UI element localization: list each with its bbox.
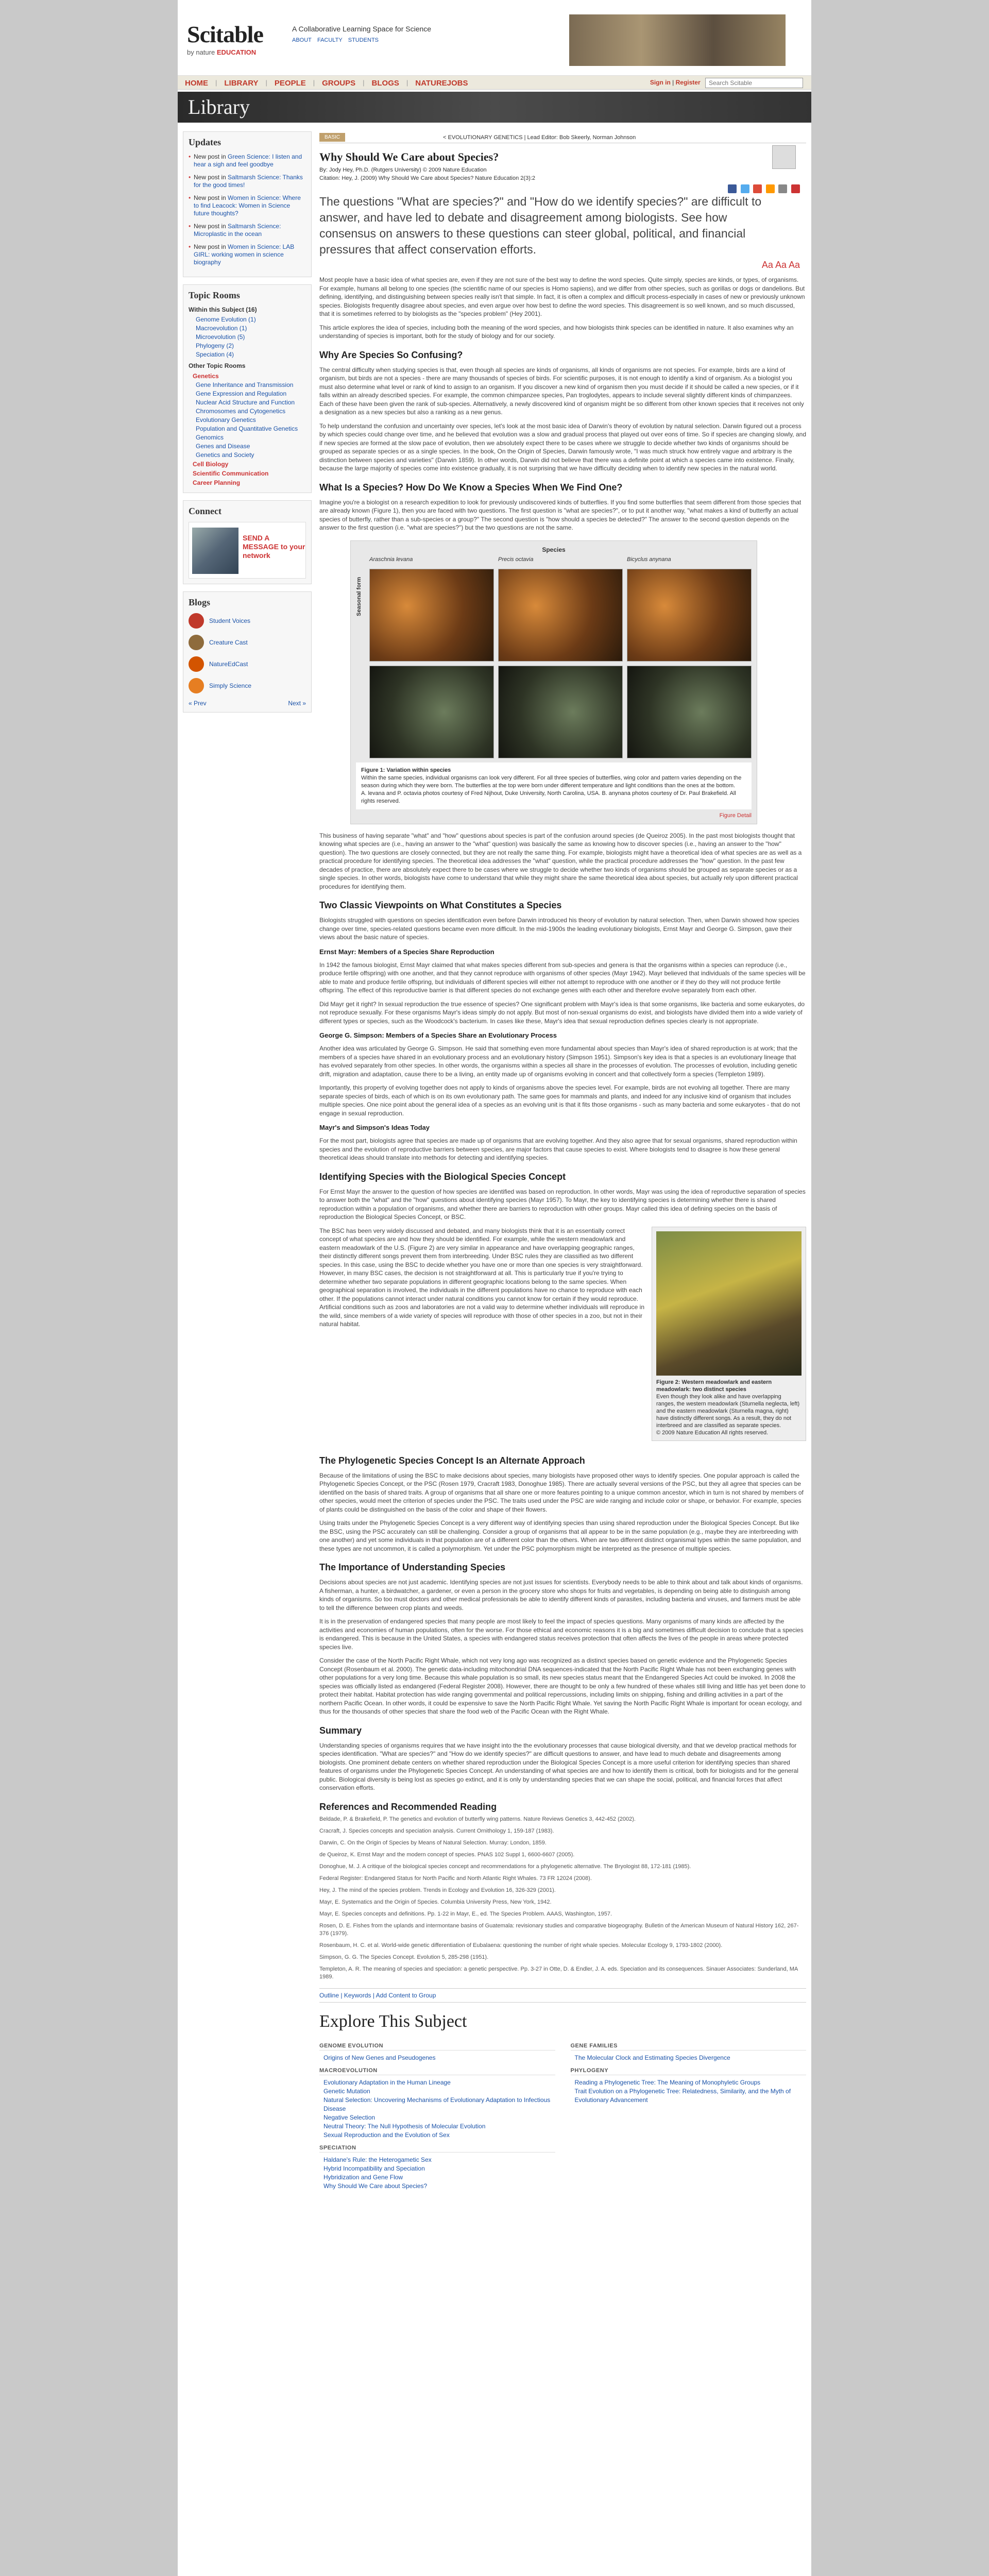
paragraph: For Ernst Mayr the answer to the question of how species are identified was based on reproduction. In other words, Mayr was using the idea of reproductive separation of species to answer both the "what" and the "how" questions about identifying species (Mayr 1957). To Mayr, the key to identifying species is determining whether there is shared reproduction within a population of organisms, and whether there are barriers to reproduction with other groups. Mayr called this idea of defining species on the basis of reproduction the Biological Species Concept, or BSC. — [319, 1188, 806, 1221]
paragraph: Biologists struggled with questions on species identification even before Darwin introduced his theory of evolution by natural selection. Then, when Darwin showed how species change over time, species-related questions became even more difficult. In the mid-1900s the leading evolutionary biologists, Ernst Mayr and George G. Simpson, gave their views about the basic nature of species. — [319, 917, 799, 941]
tagline: A Collaborative Learning Space for Science — [292, 25, 432, 33]
reference-item: Beldade, P. & Brakefield, P. The genetics and evolution of butterfly wing patterns. Nature Reviews Genetics 3, 442-452 (2002). — [319, 1816, 636, 1822]
butterfly-photo — [627, 666, 752, 758]
seasonal-form-label: Seasonal form — [356, 577, 362, 616]
reference-item: Rosen, D. E. Fishes from the uplands and intermontane basins of Guatemala: revisionary studies and comparative biogeography. Bulletin of the American Museum of Natural History 162, 267-376 (1979). — [319, 1922, 799, 1937]
paragraph: In 1942 the famous biologist, Ernst Mayr claimed that what makes species different from sub-species and genera is that the organisms within a species can reproduce (i.e., produce fertile offspring) with one another, and that they cannot reproduce with organisms of other species (Mayr 1942). Mayr believed that individuals of the same species will be able to mate and produce fertile offspring, but individuals of different species will either not attempt to reproduce with one another or if they do they will not produce fertile offspring. The effect of this reproductive barrier is that different species do not exchange genes with each other and therefore evolve separately from each other. — [319, 961, 806, 994]
paragraph: This business of having separate "what" and "how" questions about species is part of the confusion around species (de Queiroz 2005). In the past most biologists thought that knowing what species are (i.e., having an answer to the "what" question) was basically the same as knowing how to discover species (i.e., having an answer to the "how" question). The two questions are closely connected, but they are not really the same thing. For example, biologists might have a theoretical idea of what species are as well as a practical procedure for identifying species. The theoretical idea addresses the "what" question, while the practical procedure addresses the "how" question. In the past few decades of practice, there are absolutely expect there to be cases where we struggle to decide whether two kinds of organisms should be grouped as separate species or as a single species. In other words, biologists have come to understand that while they might share the same theoretical idea about species, but actually rely upon different practical procedures for identifying them. — [319, 832, 802, 890]
topic-item[interactable]: Speciation (4) — [196, 351, 234, 358]
explore-link[interactable]: Why Should We Care about Species? — [323, 2182, 428, 2190]
explore-link[interactable]: The Molecular Clock and Estimating Species Divergence — [574, 2054, 730, 2061]
header-links — [292, 37, 383, 43]
paragraph: The BSC has been very widely discussed and debated, and many biologists think that it is an essentially correct concept of what species are and how they should be identified. For example, while the western meadowlark and eastern meadowlark of the U.S. (Figure 2) are very similar in appearance and have overlapping geographic ranges, their distinctly different songs prevent them from interbreeding. Under BSC rules they are classified as two different species. In this case, using the BSC to decide whether you have one or more than one species is very straightforward. However, in many BSC cases, the decision is not straightforward at all. This is particularly true if you're trying to determine whether two separate populations in different geographic locations belong to the same species. When geographical separation is involved, the individuals in the different populations have no chance to reproduce with each other. If the populations cannot interact under natural conditions you cannot know for certain if they would reproduce. Artificial conditions such as zoos and laboratories are not a valid way to determine whether individuals will reproduce in the wild, since members of a wide variety of species will reproduce with those of other species in a zoo, but not in their natural habitat. — [319, 1227, 644, 1328]
butterfly-photo — [498, 666, 623, 758]
sign-in-link[interactable]: Sign in — [650, 79, 671, 87]
explore-link[interactable]: Natural Selection: Uncovering Mechanisms of Evolutionary Adaptation to Infectious Disease — [323, 2096, 551, 2112]
updates-box — [183, 131, 312, 277]
explore-heading: SPECIATION — [319, 2145, 555, 2153]
species-name: Araschnia levana — [369, 556, 413, 563]
figure-1-grid — [356, 556, 752, 758]
paragraph: The central difficulty when studying species is that, even though all species are kinds of organisms, all kinds of organisms are not species. For example, birds are a kind of organism, but birds are not a species - there are many thousands of species of birds. For scientific purposes, it is not enough to identify a kind of organism. As a biologist you must also determine what level or rank of kind to assign to an organism. If you discover a new kind of organism then you must decide if it should be called a new species, or if it falls within an already described species. For example, the common chimpanzee species, Pan troglodytes, appears to include several slightly different kinds of chimpanzees. Each of these have been given the rank of sub-species. Alternatively, a newly discovered kind of organism might be so different from other known species that it receives not only a designation as a new species but also a ranking as a new genus. — [319, 366, 804, 416]
section-heading: What Is a Species? How Do We Know a Species When We Find One? — [319, 482, 623, 493]
paragraph: Understanding species of organisms requires that we have insight into the the evolutionary processes that cause biological diversity, and that we develop practical methods for species identification. "What are species?" and "How do we identify species?" are difficult questions to answer, and have lead to much debate and disagreements among biologists. One prominent debate centers on whether shared reproduction under the Biological Species Concept is a more useful criterion for identifying species than shared features of organisms under the Phylogenetic Species Concept. An understanding of what species are and how to identify them is critical, both for biologists and for the general public. Biological diversity is being lost as species go extinct, and it is only by understanding species that we can shape the social, political, and financial forces that affect conservation efforts. — [319, 1741, 798, 1791]
header-link-students[interactable]: STUDENTS — [348, 37, 379, 43]
paragraph: This article explores the idea of species, including both the meaning of the word species, and how biologists think species can be identified in nature. It also examines why an understanding of species is important, both for the study of biology and for our society. — [319, 324, 794, 340]
connect-message: SEND A MESSAGE to your network — [243, 534, 305, 560]
topic-rooms-title: Topic Rooms — [189, 290, 240, 300]
topic-item[interactable]: Genetics and Society — [196, 451, 254, 459]
explore-link[interactable]: Sexual Reproduction and the Evolution of Sex — [323, 2131, 450, 2139]
topic-item[interactable]: Chromosomes and Cytogenetics — [196, 408, 286, 415]
explore-link[interactable]: Trait Evolution on a Phylogenetic Tree: Relatedness, Similarity, and the Myth of Evolutionary Advancement — [574, 2087, 791, 2104]
article-tools: Outline | Keywords | Add Content to Group — [319, 1988, 806, 2003]
logo-subtitle: by nature EDUCATION — [187, 48, 257, 56]
section-heading: Identifying Species with the Biological Species Concept — [319, 1171, 566, 1182]
paragraph: Importantly, this property of evolving together does not apply to kinds of organisms above the species level. For example, birds are not evolving all together. There are many separate species of birds, each of which is on its own evolutionary path. The same goes for mammals and plants, and indeed for any inclusive kind of organism that includes multiple species. One nice point about the general idea of a species as an evolving unit is that it fits those organisms - such as many bacteria and some eukaryotes - that do not engage in sexual reproduction. — [319, 1084, 800, 1117]
explore-link[interactable]: Origins of New Genes and Pseudogenes — [323, 2054, 436, 2061]
header-image — [569, 14, 786, 66]
library-banner — [178, 92, 811, 123]
topic-item[interactable]: Gene Inheritance and Transmission — [196, 381, 294, 388]
explore-link[interactable]: Neutral Theory: The Null Hypothesis of Molecular Evolution — [323, 2122, 486, 2130]
update-item[interactable]: • New post in Green Science: I listen and hear a sigh and feel goodbye — [189, 153, 306, 168]
paragraph: Imagine you're a biologist on a research expedition to look for previously undiscovered kinds of butterflies. If you find some butterflies that seem different from those species that are already known (Figure 1), then you are faced with two questions. The first question is "what are species?", or to put it another way, "what makes a kind of butterfly an actual species of butterfly, rather than a sub-species or a group?" The second question is "how should a species be detected?" The answer to the second question depends on the answer to the first question (i.e. "what are species?") but the two questions are not the same. — [319, 498, 802, 531]
explore-heading: GENE FAMILIES — [571, 2043, 807, 2050]
section-heading: The Phylogenetic Species Concept Is an Alternate Approach — [319, 1455, 585, 1466]
font-size-controls[interactable]: Aa Aa Aa — [761, 260, 800, 270]
nav-blogs[interactable]: BLOGS — [371, 79, 399, 88]
paragraph: To help understand the confusion and uncertainty over species, let's look at the most basic idea of Darwin's theory of evolution by natural selection. Darwin figured out a process by which species could change over time, and he believed that evolution was a slow and gradual process that played out over eons of time. So if species are changing slowly, and if new species are formed at the slow pace of evolution, then we absolutely expect there to be cases where we struggle to decide whether two kinds of organisms should be grouped as separate species or as a single species. In the book, On the Origin of Species, Darwin famously wrote, "I was much struck how entirely vague and arbitrary is the distinction between species and varieties" (Darwin 1859). In other words, Darwin did not believe that there was a definite point at which a species came into existence. Finally, because the large majority of species come into existence gradually, it is not surprising that we have difficulty deciding when to identify new species in the natural world. — [319, 422, 806, 472]
explore-heading: PHYLOGENY — [571, 2067, 807, 2075]
blog-item[interactable]: NatureEdCast — [189, 656, 306, 672]
explore-col-right — [571, 2038, 807, 2191]
explore-link[interactable]: Evolutionary Adaptation in the Human Lineage — [323, 2078, 451, 2086]
topic-item[interactable]: Genes and Disease — [196, 443, 250, 450]
other-topics-heading: Other Topic Rooms — [189, 362, 246, 369]
nav-groups[interactable]: GROUPS — [322, 79, 356, 88]
butterfly-photo — [369, 569, 494, 662]
explore-heading: MACROEVOLUTION — [319, 2067, 555, 2075]
breadcrumb — [319, 133, 806, 143]
blogs-pager — [189, 700, 306, 707]
prev-link[interactable]: « Prev — [189, 700, 207, 707]
explore-link[interactable]: Hybrid Incompatibility and Speciation — [323, 2164, 425, 2172]
main-nav: HOME | LIBRARY | PEOPLE | GROUPS | BLOGS | NATUREJOBS Sign in | Register Search Scitable — [178, 75, 811, 90]
author-avatar — [772, 145, 796, 169]
explore-link[interactable]: Negative Selection — [323, 2113, 376, 2121]
register-link[interactable]: Register — [675, 79, 701, 87]
add-to-group-link[interactable]: Add Content to Group — [376, 1991, 436, 1999]
topic-item[interactable]: Population and Quantitative Genetics — [196, 425, 298, 432]
section-heading: Why Are Species So Confusing? — [319, 349, 463, 360]
blogs-box — [183, 591, 312, 713]
article-main — [319, 133, 806, 2191]
section-heading: The Importance of Understanding Species — [319, 1562, 506, 1572]
paragraph: For the most part, biologists agree that species are made up of organisms that are evolving together. And they also agree that for sexual organisms, shared reproduction within species and the evolution of reproductive barriers between species, are major factors that cause species to exist. Where biologists tend to disagree is how these general theoretical ideas should translate into methods for detecting and identifying species. — [319, 1137, 797, 1161]
explore-col-left — [319, 2038, 555, 2191]
explore-link[interactable]: Hybridization and Gene Flow — [323, 2173, 403, 2181]
nav-people[interactable]: PEOPLE — [274, 79, 306, 88]
section-heading: Summary — [319, 1725, 362, 1736]
paragraph: Because of the limitations of using the BSC to make decisions about species, many biologists have proposed other ways to identify species. One popular approach is called the Phylogenetic Species Concept, or the PSC (Rosen 1979, Cracraft 1983, Donoghue 1985). There are actually several versions of the PSC, but they all agree that species can be identified on the basis of shared traits. A group of organisms that all share one or more features pointing to a unique common ancestor, which in turn is not shared by members of other species, would meet the criterion of species under the PSC. The traits used under the PSC are wide ranging and include color or shape, or behavior. For example, species of plants could be distinguished on the basis of the color and shape of their flowers. — [319, 1471, 804, 1513]
figure-1-caption: Figure 1: Variation within species Within the same species, individual organisms can look very different. For all three species of butterflies, wing color and pattern varies depending on the season during which they were born. The butterflies at the top were born under different temperature and light conditions than the ones at the bottom. A. levana and P. octavia photos courtesy of Fred Nijhout, Duke University, North Carolina, USA. B. anynana photos courtesy of Dr. Paul Brakefield. All rights reserved. — [356, 762, 752, 809]
blog-icon — [189, 678, 204, 693]
connect-box — [183, 500, 312, 584]
reference-item: Templeton, A. R. The meaning of species and speciation: a genetic perspective. Pp. 3-27 in Otte, D. & Endler, J. A. eds. Speciation and its consequences. Sinauer Associates: Sunderland, MA 1989. — [319, 1965, 798, 1980]
reference-item: de Queiroz, K. Ernst Mayr and the modern concept of species. PNAS 102 Suppl 1, 6600-6607 (2005). — [319, 1851, 575, 1858]
blog-item[interactable]: Student Voices — [189, 613, 306, 629]
topic-career[interactable]: Career Planning — [193, 479, 241, 486]
update-item[interactable]: • New post in Women in Science: LAB GIRL: working women in science biography — [189, 243, 306, 266]
nav-right: Sign in | Register Search Scitable — [650, 78, 803, 88]
reference-item: Donoghue, M. J. A critique of the biological species concept and recommendations for a phylogenetic alternative. The Bryologist 88, 172-181 (1985). — [319, 1863, 691, 1870]
paragraph: Using traits under the Phylogenetic Species Concept is a very different way of identifying species than using shared reproduction under the Biological Species Concept. But like the BSC, using the PSC accurately can still be challenging. Consider a group of organisms that all appear to be in the same population (e.g., maybe they are interbreeding with one another) and yet some individuals in that population are of a different color than the others. When are two different distinct organismal types within the same population, and these types are not uncommon, it is called a polymorphism. Yet under the PSC polymorphism might be interpreted as the presence of multiple species. — [319, 1519, 801, 1552]
connect-title: Connect — [189, 506, 221, 516]
topic-sci-comm[interactable]: Scientific Communication — [193, 470, 269, 477]
topic-item[interactable]: Gene Expression and Regulation — [196, 390, 287, 397]
figure-1-title: Species — [542, 546, 566, 553]
share-icons — [726, 184, 800, 195]
reference-item: Mayr, E. Species concepts and definitions. Pp. 1-22 in Mayr, E., ed. The Species Problem. AAAS, Washington, 1957. — [319, 1910, 612, 1917]
update-item[interactable]: • New post in Saltmarsh Science: Thanks for the good times! — [189, 174, 306, 189]
explore-link[interactable]: Reading a Phylogenetic Tree: The Meaning of Monophyletic Groups — [574, 2078, 761, 2086]
topic-genetics[interactable]: Genetics — [193, 372, 219, 380]
blog-icon — [189, 613, 204, 629]
update-item[interactable]: • New post in Saltmarsh Science: Microplastic in the ocean — [189, 223, 306, 238]
nav-library[interactable]: LIBRARY — [224, 79, 259, 88]
explore-link[interactable]: Haldane's Rule: the Heterogametic Sex — [323, 2156, 432, 2163]
topic-item[interactable]: Phylogeny (2) — [196, 342, 234, 349]
paragraph: Did Mayr get it right? In sexual reproduction the true essence of species? One significant problem with Mayr's idea is that some organisms, like bacteria and some eukaryotes, do not reproduce sexually. For these organisms Mayr's ideas simply do not apply. But most of non-sexual organisms do exist, and biologists have divided them into a wide variety of different types or species, such as the Woodcock's bacterium. In cases like these, Mayr's idea that sexual reproduction defines species clearly is not appropriate. — [319, 1000, 805, 1025]
butterfly-photo — [627, 569, 752, 662]
paragraph: Most people have a basic idea of what species are, even if they are not sure of the best way to define the word species. Quite simply, species are kinds, or types, of organisms. For example, humans all belong to one species (the scientific name of our species is Homo sapiens), and we differ from other species, such as gorillas or dogs or dandelions. But defining, identifying, and distinguishing between species really isn't that simple. In fact, it is often a complex and difficult process-especially in cases of new or previously unknown species. Biologists frequently disagree about species, and even argue over how best to define the word species. This disagreement is so well known, and so much discussed, that it is sometimes referred to by biologists as the "species problem" (Hey 2001). — [319, 276, 805, 317]
googleplus-icon[interactable] — [753, 184, 762, 193]
blogs-title: Blogs — [189, 597, 211, 607]
left-sidebar — [183, 131, 312, 720]
outline-link[interactable]: Outline — [319, 1991, 339, 1999]
print-icon[interactable] — [778, 184, 787, 193]
reference-item: Mayr, E. Systematics and the Origin of Species. Columbia University Press, New York, 1942. — [319, 1899, 552, 1905]
subsection-heading: Ernst Mayr: Members of a Species Share Reproduction — [319, 947, 494, 956]
page — [178, 0, 811, 2576]
blog-item[interactable]: Creature Cast — [189, 635, 306, 650]
topic-item[interactable]: Microevolution (5) — [196, 333, 245, 341]
reference-item: Simpson, G. G. The Species Concept. Evolution 5, 285-298 (1951). — [319, 1954, 489, 1960]
butterfly-photo — [498, 569, 623, 662]
twitter-icon[interactable] — [741, 184, 749, 193]
figure-1 — [350, 540, 757, 824]
explore-heading: GENOME EVOLUTION — [319, 2043, 555, 2050]
topic-rooms-box — [183, 284, 312, 493]
byline: By: Jody Hey, Ph.D. (Rutgers University) © 2009 Nature Education Citation: Hey, J. (2009) Why Should We Care about Species? Nature Education 2(3):2 — [319, 167, 536, 181]
blog-icon — [189, 635, 204, 650]
facebook-icon[interactable] — [728, 184, 737, 193]
topic-item[interactable]: Genome Evolution (1) — [196, 316, 256, 323]
butterfly-photo — [369, 666, 494, 758]
reference-item: Rosenbaum, H. C. et al. World-wide genetic differentiation of Eubalaena: questioning the number of right whale species. Molecular Ecology 9, 1793-1802 (2000). — [319, 1942, 723, 1948]
species-name: Bicyclus anynana — [627, 556, 671, 563]
reference-item: Federal Register: Endangered Status for North Pacific and North Atlantic Right Whales. 73 FR 12024 (2008). — [319, 1875, 592, 1882]
updates-title: Updates — [189, 137, 221, 147]
connect-ad[interactable] — [189, 522, 306, 579]
explore-title: Explore This Subject — [319, 2011, 467, 2031]
article-lead: The questions "What are species?" and "How do we identify species?" are difficult to answer, and have led to debate and disagreement among biologists. See how consensus on answers to these questions can steer global, political, and financial pressures that affect conservation efforts. — [319, 195, 762, 256]
site-header — [178, 0, 811, 75]
update-item[interactable]: • New post in Women in Science: Where to find Leacock: Women in Science future thoughts? — [189, 194, 306, 217]
figure-2: Figure 2: Western meadowlark and eastern meadowlark: two distinct species Even though they look alike and have overlapping ranges, the western meadowlark (Sturnella neglecta, left) and the eastern meadowlark (Sturnella magna, right) have distinctly different songs. As a result, they do not interbreed and are classified as separate species. © 2009 Nature Education All rights reserved. — [652, 1227, 806, 1441]
nav-naturejobs[interactable]: NATUREJOBS — [415, 79, 468, 88]
within-subject-heading: Within this Subject (16) — [189, 306, 257, 313]
explore-link[interactable]: Genetic Mutation — [323, 2087, 370, 2095]
header-link-about[interactable]: ABOUT — [292, 37, 312, 43]
topic-item[interactable]: Genomics — [196, 434, 224, 441]
references-list — [319, 1816, 806, 1981]
section-heading: Two Classic Viewpoints on What Constitutes a Species — [319, 900, 562, 910]
nav-home[interactable]: HOME — [185, 79, 208, 88]
level-badge: BASIC — [319, 133, 345, 142]
article-title: Why Should We Care about Species? — [319, 150, 499, 163]
references-heading: References and Recommended Reading — [319, 1801, 497, 1812]
explore-grid — [319, 2038, 806, 2191]
reference-item: Hey, J. The mind of the species problem. Trends in Ecology and Evolution 16, 326-329 (2001). — [319, 1887, 556, 1893]
banner-title: Library — [188, 95, 250, 118]
paragraph: It is in the preservation of endangered species that many people are most likely to feel the impact of species questions. Many organisms of many kinds are affected by the activities and economies of human populations, often for the worse. For those ethical and economic reasons it is a big and sometimes difficult decision to conclude that a species is endangered. This is because in the United States, a species with endangered status receives protection that often affects the lives of the people in areas where protected species live. — [319, 1618, 804, 1651]
topic-item[interactable]: Macroevolution (1) — [196, 325, 247, 332]
figure-detail-link[interactable]: Figure Detail — [719, 812, 752, 819]
topic-item[interactable]: Nuclear Acid Structure and Function — [196, 399, 295, 406]
meadowlark-photo — [656, 1231, 802, 1376]
email-icon[interactable] — [766, 184, 775, 193]
reference-item: Cracraft, J. Species concepts and speciation analysis. Current Ornithology 1, 159-187 (1983). — [319, 1827, 554, 1834]
subsection-heading: Mayr's and Simpson's Ideas Today — [319, 1124, 430, 1131]
blog-item[interactable]: Simply Science — [189, 678, 306, 693]
topic-cell-biology[interactable]: Cell Biology — [193, 461, 229, 468]
scitable-logo[interactable]: Scitable — [187, 21, 263, 47]
breadcrumb-text[interactable]: < EVOLUTIONARY GENETICS | Lead Editor: Bob Skeerly, Norman Johnson — [443, 134, 636, 141]
next-link[interactable]: Next » — [288, 700, 306, 707]
blog-icon — [189, 656, 204, 672]
subsection-heading: George G. Simpson: Members of a Species Share an Evolutionary Process — [319, 1031, 557, 1039]
keywords-link[interactable]: Keywords — [344, 1991, 371, 1999]
share-icon[interactable] — [791, 184, 800, 193]
reference-item: Darwin, C. On the Origin of Species by Means of Natural Selection. Murray: London, 1859. — [319, 1839, 547, 1846]
paragraph: Another idea was articulated by George G. Simpson. He said that something even more fundamental about species than Mayr's idea of shared reproduction is at work; that the members of a species have shared in an evolutionary process and an evolutionary history (Simpson 1951). Simpson's key idea is that a species is an evolutionary lineage that has evolved separately from other species. In other words, the organisms within a species all share in the processes of evolution. The processes of evolution, including genetic drift, migration and adaptation, cause there to be a living, an entity made up of organisms evolving in concert and that collectively form a species (Templeton 1989). — [319, 1045, 798, 1078]
topic-item[interactable]: Evolutionary Genetics — [196, 416, 256, 423]
paragraph: Consider the case of the North Pacific Right Whale, which not very long ago was recognized as a distinct species based on genetic evidence and the Phylogenetic Species Concept (Rosenbaum et al. 2000). The genetic data-including mitochondrial DNA sequences-indicated that the North Pacific Right Whale has not been exchanging genes with other populations for a very long time. Because this whale population is so small, its new species status meant that the Endangered Species Act could be invoked. In 2008 the species was officially listed as endangered (Federal Register 2008). However, there are thought to be only a few hundred of these whales still living and little has yet been done to protect their habitat. Habitat protection has wide ranging governmental and political repercussions, including limits on shipping, fishing and drilling activities in a part of the northern Pacific Ocean. In other words, it could be expensive to save the North Pacific Right Whale. Yet saving the North Pacific Right Whale is important for ocean ecology, and thus for the thousands of other species that share the food web of the Pacific Ocean with the Right Whale. — [319, 1657, 806, 1715]
paragraph: Decisions about species are not just academic. Identifying species are not just issues for scientists. Everybody needs to be able to think about and talk about kinds of organisms. A fisherman, a hunter, a birdwatcher, a gardener, or even a person in the grocery store who shops for fruits and vegetables, is depending on being able to distinguish among kinds of organisms. So too must doctors and other medical professionals be able to identify different kinds of parasites, including bacteria and viruses, and farmers must be able to tell the difference between crop plants and weeds. — [319, 1579, 803, 1612]
search-input[interactable] — [705, 78, 803, 88]
header-link-faculty[interactable]: FACULTY — [317, 37, 343, 43]
species-name: Precis octavia — [498, 556, 534, 563]
connect-photo — [192, 528, 238, 574]
